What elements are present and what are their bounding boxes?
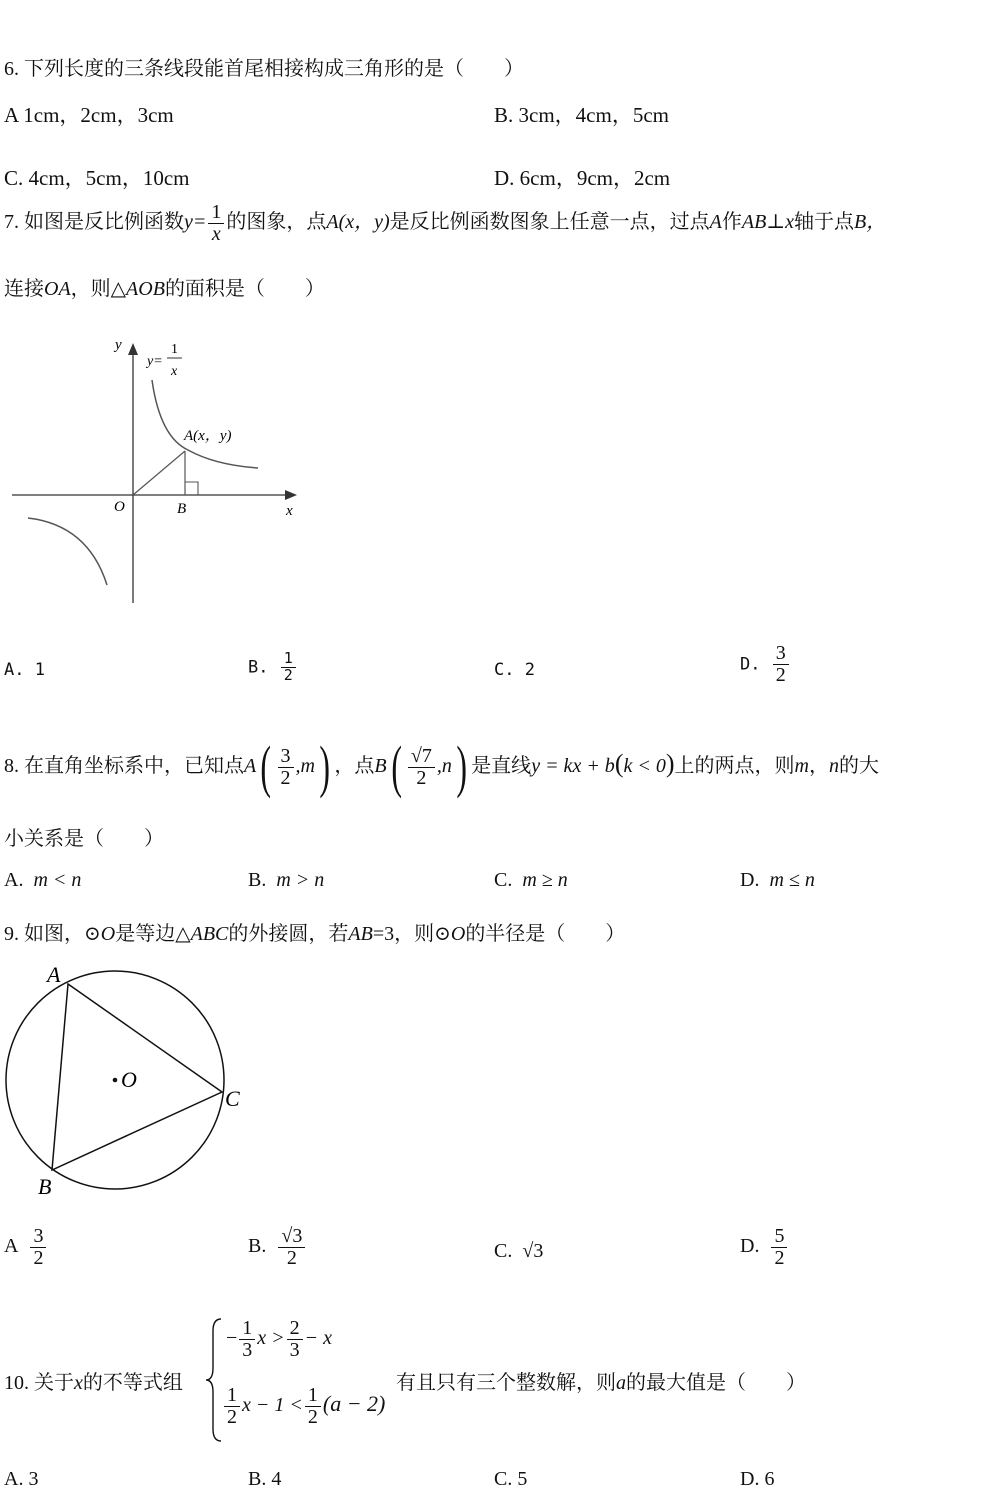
q8-option-c-value: m ≥ n <box>522 869 568 891</box>
q8-cond-close: ) <box>665 749 675 778</box>
q9-label-o: O <box>121 1067 137 1092</box>
q9-label-c: C <box>225 1086 240 1111</box>
q7-option-d-fraction <box>773 643 789 686</box>
q9-option-b-num: √3 <box>278 1226 305 1248</box>
q9-stem-e: 的半径是（ ） <box>465 923 626 945</box>
q7-line2-b: ，则 <box>70 278 111 300</box>
q10-option-a[interactable]: A. 3 <box>4 1468 39 1490</box>
q10-ineq2-x: x − 1 < <box>242 1394 303 1417</box>
q9-option-a-label: A <box>4 1235 19 1258</box>
q6-stem: 6. 下列长度的三条线段能首尾相接构成三角形的是（ ） <box>4 58 524 80</box>
q10-ineq1-num: 1 <box>239 1318 255 1340</box>
q8-cond-open: ( <box>614 749 624 778</box>
q9-ab: AB <box>348 923 373 945</box>
q8-option-c-label: C. <box>494 869 513 891</box>
q7-label-origin: O <box>114 499 125 515</box>
q7-x-arrow <box>285 490 297 500</box>
q8-suffix: 上的两点，则 <box>674 755 795 777</box>
q7-func-y: y= <box>184 211 207 234</box>
q10-option-c[interactable]: C. 5 <box>494 1468 528 1490</box>
q9-o: O <box>100 923 116 945</box>
q9-option-b[interactable] <box>248 1226 307 1269</box>
q9-option-c-value: √3 <box>522 1240 544 1262</box>
q7-curve-label-lhs: y= <box>147 354 163 369</box>
q7-stem-mid: 的图象，点 <box>226 211 327 234</box>
q9-option-c-label: C. <box>494 1240 513 1262</box>
q7-curve-label-den: x <box>171 364 178 379</box>
q7-line2-a: 连接 <box>4 278 44 300</box>
q8-a-fraction <box>278 746 294 789</box>
q9-option-a-num: 3 <box>30 1226 46 1248</box>
q8-option-b[interactable] <box>248 869 324 892</box>
q10-stem-right <box>396 1366 806 1395</box>
q9-option-c[interactable] <box>494 1240 543 1263</box>
q8-paren-close-b: ) <box>456 734 467 800</box>
q8-option-b-value: m > n <box>276 869 325 891</box>
q7-label-y: y <box>115 337 122 353</box>
q8-end: 的大 <box>838 755 879 777</box>
q10-prefix: 10. 关于 <box>4 1372 74 1394</box>
q9-label-b: B <box>38 1174 52 1199</box>
q8-b-den: 2 <box>416 766 427 789</box>
q10-x: x <box>74 1372 83 1394</box>
q7-right-angle-mark <box>185 482 198 495</box>
q7-ab-perp: AB⊥x <box>741 211 795 234</box>
q8-b-num: √7 <box>408 746 435 768</box>
q10-ineq2-den2: 2 <box>307 1406 318 1428</box>
q9-label-a: A <box>47 962 61 987</box>
q7-graph <box>0 325 320 615</box>
q9-option-d[interactable] <box>740 1226 789 1269</box>
q10-ineq1-tail: − x <box>304 1327 333 1350</box>
q8-a-num: 3 <box>278 746 294 768</box>
q7-curve-left <box>28 518 107 585</box>
q10-inequality-2 <box>222 1385 385 1428</box>
q7-option-b[interactable] <box>248 651 298 684</box>
q8-option-a-label: A. <box>4 869 24 891</box>
q9-option-a-fraction <box>30 1226 46 1269</box>
q7-line2-c: 的面积是（ ） <box>164 278 325 300</box>
q8-point-a: A <box>244 755 257 777</box>
q10-ineq1-den2: 3 <box>289 1339 300 1361</box>
q8-equation: y = kx + b <box>531 755 615 777</box>
q8-stem <box>4 722 879 806</box>
q8-line-text: 是直线 <box>471 755 532 777</box>
q8-a-m: ,m <box>295 755 315 777</box>
q7-label-x: x <box>286 503 293 519</box>
q10-stem-left <box>4 1366 183 1395</box>
q8-option-a-value: m < n <box>33 869 82 891</box>
q6-option-b[interactable]: B. 3cm，4cm，5cm <box>494 103 669 127</box>
q9-triangle: △ABC <box>175 923 229 945</box>
q7-a-letter: A <box>709 211 722 234</box>
q7-stem-prefix: 7. 如图是反比例函数 <box>4 211 184 234</box>
q10-ineq2-num2: 1 <box>305 1385 321 1407</box>
q7-option-b-label: B. <box>248 657 269 678</box>
q7-option-b-den: 2 <box>283 665 293 684</box>
q8-b-fraction <box>408 746 435 789</box>
q8-option-b-label: B. <box>248 869 267 891</box>
q9-option-b-den: 2 <box>286 1247 297 1269</box>
q8-a-den: 2 <box>280 766 291 789</box>
q9-stem-d: =3，则⊙ <box>372 923 451 945</box>
q10-ineq1-frac2 <box>287 1318 303 1361</box>
q9-option-a[interactable] <box>4 1226 48 1269</box>
q7-stem-rest: 是反比例函数图象上任意一点，过点 <box>389 211 710 234</box>
q7-b-letter: B， <box>854 211 887 234</box>
q10-a: a <box>616 1372 626 1394</box>
q7-option-d-den: 2 <box>775 664 786 686</box>
q8-condition: k < 0 <box>623 755 666 777</box>
q8-option-d-label: D. <box>740 869 760 891</box>
q10-suffix: 有且只有三个整数解，则 <box>396 1372 616 1394</box>
q7-stem <box>4 202 886 245</box>
q7-label-point-a: A(x，y) <box>184 428 232 444</box>
q7-y-arrow <box>128 343 138 355</box>
q8-m: m <box>794 755 809 777</box>
q10-ineq2-tail: (a − 2) <box>322 1391 386 1417</box>
q9-option-a-den: 2 <box>33 1247 44 1269</box>
q7-option-a[interactable]: A. 1 <box>4 660 45 680</box>
q9-option-d-num: 5 <box>771 1226 787 1248</box>
q7-func-den: x <box>211 223 221 245</box>
q10-mid: 的不等式组 <box>82 1372 183 1394</box>
q10-option-d[interactable]: D. 6 <box>740 1468 775 1490</box>
q8-paren-open-b: ( <box>390 734 402 800</box>
q8-point-b: B <box>374 755 387 777</box>
q10-ineq2-frac2 <box>305 1385 321 1428</box>
q8-comma: ， <box>808 755 829 777</box>
q7-stem-line2 <box>4 272 325 301</box>
q9-triangle-abc <box>52 984 222 1170</box>
q8-n: n <box>828 755 839 777</box>
q10-ineq1-x: x > <box>257 1327 285 1350</box>
q9-option-b-fraction <box>278 1226 305 1269</box>
q7-option-d[interactable] <box>740 643 791 686</box>
q7-option-d-num: 3 <box>773 643 789 665</box>
q9-option-d-label: D. <box>740 1235 760 1258</box>
q10-option-b[interactable]: B. 4 <box>248 1468 282 1490</box>
q10-ineq2-frac1 <box>224 1385 240 1428</box>
q10-inequality-1 <box>226 1318 332 1361</box>
q9-figure <box>0 958 270 1208</box>
q6-option-a[interactable]: A 1cm，2cm，3cm <box>4 103 174 127</box>
q7-option-b-fraction <box>281 651 296 684</box>
q8-mid: ，点 <box>334 755 375 777</box>
q9-o2: O <box>450 923 466 945</box>
q8-stem-line2: 小关系是（ ） <box>4 828 164 850</box>
q6-option-d[interactable]: D. 6cm，9cm，2cm <box>494 166 671 190</box>
q7-func-num: 1 <box>208 202 224 224</box>
q8-prefix: 8. 在直角坐标系中，已知点 <box>4 755 244 777</box>
q10-ineq2-den: 2 <box>227 1406 237 1428</box>
q10-ineq1-num2: 2 <box>287 1318 303 1340</box>
q9-option-d-fraction <box>771 1226 787 1269</box>
q7-point-a: A(x，y) <box>326 211 390 234</box>
q8-b-n: ,n <box>436 755 452 777</box>
q7-func-fraction <box>208 202 224 245</box>
q8-option-a[interactable] <box>4 869 81 892</box>
q9-stem <box>4 917 625 946</box>
q7-curve-right <box>152 380 258 468</box>
q7-label-foot: B <box>177 501 187 517</box>
q10-ineq1-minus: − <box>226 1327 238 1350</box>
q9-option-b-label: B. <box>248 1235 267 1258</box>
q8-paren-open-a: ( <box>260 734 272 800</box>
q9-center-dot <box>113 1078 118 1083</box>
q10-ineq1-frac1 <box>239 1318 255 1361</box>
q8-option-d-value: m ≤ n <box>769 869 815 891</box>
q9-stem-b: 是等边 <box>115 923 176 945</box>
q7-segment-oa <box>133 451 185 495</box>
q7-oa: OA <box>44 278 71 300</box>
q10-end: 的最大值是（ ） <box>626 1372 806 1394</box>
q9-stem-a: 9. 如图，⊙ <box>4 923 101 945</box>
q10-ineq2-num: 1 <box>224 1385 240 1407</box>
q8-option-c[interactable] <box>494 869 568 892</box>
q9-stem-c: 的外接圆，若 <box>228 923 349 945</box>
q9-option-d-den: 2 <box>774 1247 785 1269</box>
q7-curve-label-num: 1 <box>171 342 178 357</box>
q7-option-c[interactable]: C. 2 <box>494 660 535 680</box>
q7-zuo: 作 <box>721 211 742 234</box>
q10-ineq1-den: 3 <box>242 1339 253 1361</box>
q7-triangle: △AOB <box>110 278 165 300</box>
q7-option-b-num: 1 <box>281 651 296 668</box>
q8-option-d[interactable] <box>740 869 815 892</box>
q6-option-c[interactable]: C. 4cm，5cm，10cm <box>4 166 190 190</box>
q7-option-d-label: D. <box>740 654 761 675</box>
q10-brace <box>204 1316 224 1444</box>
q7-axis-text: 轴于点 <box>794 211 855 234</box>
q8-paren-close-a: ) <box>319 734 330 800</box>
